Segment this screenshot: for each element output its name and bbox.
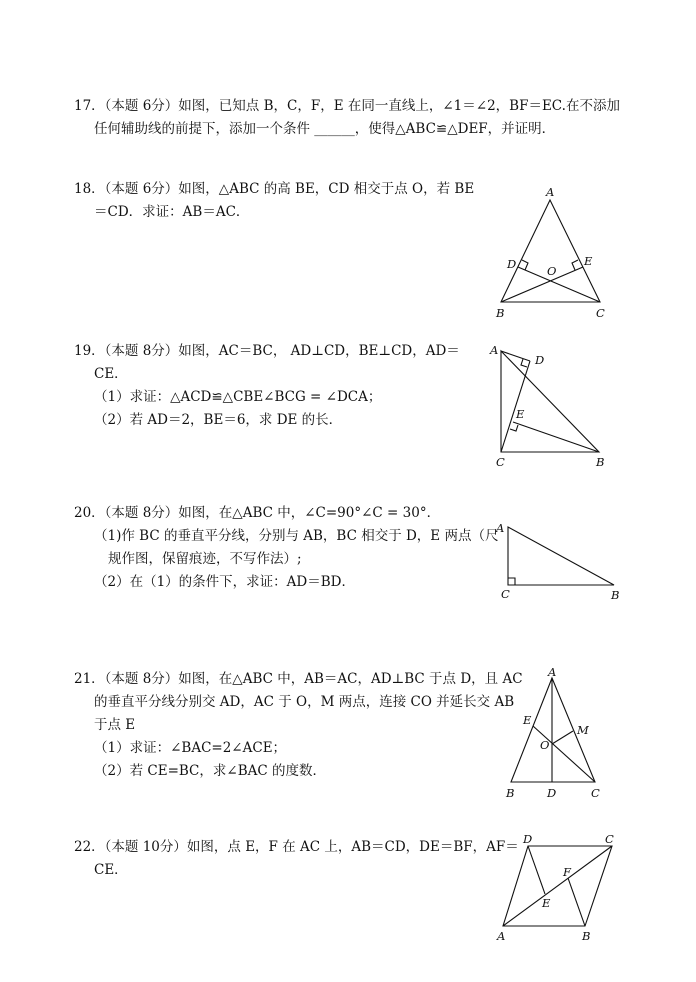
label-b: B: [496, 306, 505, 320]
label-c: C: [596, 306, 605, 320]
label-a: A: [496, 521, 505, 535]
question-22-line-2: CE．: [94, 862, 128, 878]
label-e: E: [523, 713, 532, 727]
label-b: B: [596, 455, 605, 469]
label-c: C: [501, 587, 510, 601]
label-a: A: [497, 929, 506, 943]
label-d: D: [535, 353, 545, 367]
label-m: M: [577, 723, 589, 737]
question-18-line-1: 18．（本题 6分）如图，△ABC 的高 BE，CD 相交于点 O，若 BE: [74, 181, 475, 197]
label-c: C: [496, 455, 505, 469]
label-e: E: [584, 254, 593, 268]
label-c: C: [591, 786, 600, 800]
label-o: O: [540, 738, 550, 752]
label-a: A: [546, 185, 555, 199]
question-20-sub-1a: （1)作 BC 的垂直平分线，分别与 AB，BC 相交于 D，E 两点（尺: [94, 528, 499, 544]
question-17-line-2: 任何辅助线的前提下，添加一个条件 ______，使得△ABC≌△DEF，并证明．: [94, 121, 556, 137]
question-18-line-2: ＝CD．求证：AB＝AC．: [94, 204, 250, 220]
label-d: D: [523, 832, 533, 846]
question-21-line-1: 21．（本题 8分）如图，在△ABC 中，AB＝AC，AD⊥BC 于点 D，且 AC: [74, 671, 523, 687]
question-21-sub-2: （2）若 CE=BC，求∠BAC 的度数．: [94, 763, 326, 779]
question-22-line-1: 22．（本题 10分）如图，点 E，F 在 AC 上，AB＝CD，DE＝BF，AF＝: [74, 839, 519, 855]
question-21-line-2: 的垂直平分线分别交 AD，AC 于 O，M 两点，连接 CO 并延长交 AB: [94, 694, 515, 710]
label-a: A: [548, 665, 557, 679]
question-21-sub-1: （1）求证：∠BAC=2∠ACE；: [94, 740, 287, 756]
question-20-sub-1b: 规作图，保留痕迹，不写作法）;: [108, 551, 302, 567]
label-a: A: [490, 343, 499, 357]
label-o: O: [547, 264, 557, 278]
segment-bf: [568, 878, 585, 926]
label-b: B: [506, 786, 515, 800]
label-f: F: [563, 865, 571, 879]
question-19-sub-1: （1）求证：△ACD≌△CBE∠BCG = ∠DCA；: [94, 389, 382, 405]
label-b: B: [611, 588, 620, 602]
question-19-line-1: 19．（本题 8分）如图，AC＝BC， AD⊥CD，BE⊥CD，AD＝: [74, 343, 460, 359]
question-17-line-1: 17．（本题 6分）如图，已知点 B，C，F，E 在同一直线上，∠1＝∠2，BF＝EC.在不添加: [74, 98, 620, 114]
label-b: B: [582, 929, 591, 943]
label-d: D: [507, 257, 517, 271]
question-20-sub-2: （2）在（1）的条件下，求证：AD＝BD．: [94, 574, 355, 590]
question-19-sub-2: （2）若 AD＝2，BE＝6，求 DE 的长．: [94, 412, 343, 428]
label-e: E: [542, 896, 551, 910]
label-e: E: [516, 407, 525, 421]
segment-de: [528, 846, 545, 894]
label-c: C: [605, 832, 614, 846]
question-21-line-3: 于点 E: [94, 717, 136, 733]
label-d: D: [547, 786, 557, 800]
diagonal-ac: [503, 846, 612, 926]
question-19-line-2: CE．: [94, 366, 128, 382]
question-20-line-1: 20．（本题 8分）如图，在△ABC 中，∠C=90°∠C = 30°．: [74, 505, 441, 521]
